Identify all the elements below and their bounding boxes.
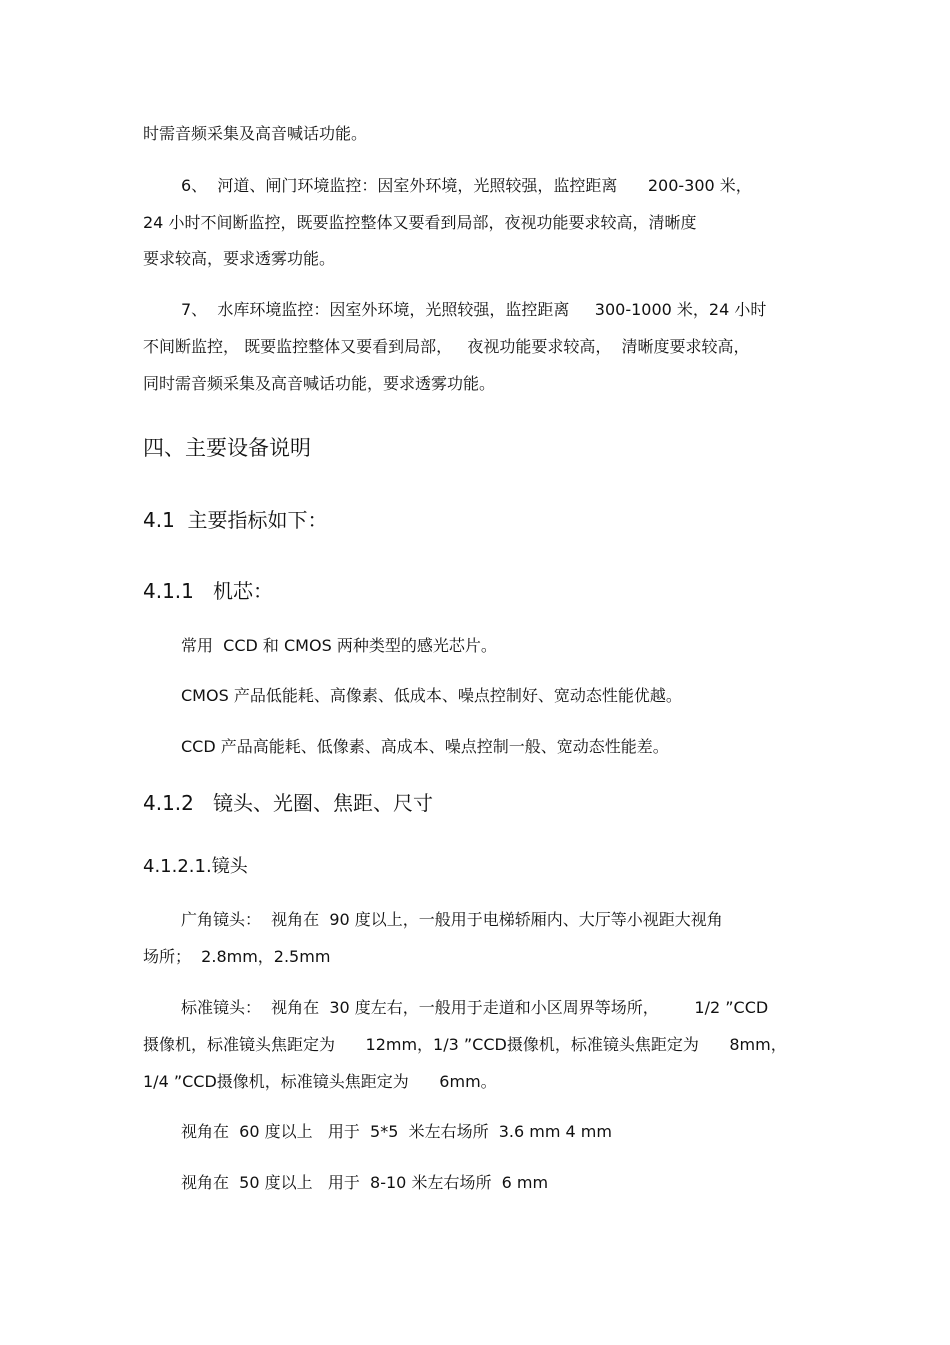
paragraph-line: 场所； 2.8mm，2.5mm [143, 947, 331, 966]
paragraph-line: CCD 产品高能耗、低像素、高成本、噪点控制一般、宽动态性能差。 [181, 737, 669, 756]
paragraph-line: 不间断监控， 既要监控整体又要看到局部， 夜视功能要求较高， 清晰度要求较高， [143, 337, 750, 356]
paragraph-line: 常用 CCD 和 CMOS 两种类型的感光芯片。 [181, 636, 497, 655]
paragraph-line: 要求较高，要求透雾功能。 [143, 249, 336, 268]
paragraph-line: CMOS 产品低能耗、高像素、低成本、噪点控制好、宽动态性能优越。 [181, 686, 682, 705]
paragraph-line: 1/4 ”CCD摄像机，标准镜头焦距定为 6mm。 [143, 1072, 497, 1091]
subsection-heading: 4.1.2.1.镜头 [143, 856, 248, 877]
paragraph-line: 视角在 50 度以上 用于 8-10 米左右场所 6 mm [181, 1173, 549, 1192]
section-heading: 四、主要设备说明 [143, 436, 311, 460]
paragraph-line: 6、 河道、闸门环境监控：因室外环境，光照较强，监控距离 200-300 米， [181, 176, 752, 195]
subsection-heading: 4.1 主要指标如下： [143, 508, 328, 532]
subsection-heading: 4.1.2 镜头、光圈、焦距、尺寸 [143, 791, 433, 815]
paragraph-line: 视角在 60 度以上 用于 5*5 米左右场所 3.6 mm 4 mm [181, 1122, 612, 1141]
paragraph-line: 时需音频采集及高音喊话功能。 [143, 124, 368, 143]
paragraph-line: 7、 水库环境监控：因室外环境，光照较强，监控距离 300-1000 米，24 小时 [181, 300, 767, 319]
paragraph-line: 广角镜头： 视角在 90 度以上，一般用于电梯轿厢内、大厅等小视距大视角 [181, 910, 723, 929]
paragraph-line: 同时需音频采集及高音喊话功能，要求透雾功能。 [143, 374, 496, 393]
paragraph-line: 24 小时不间断监控，既要监控整体又要看到局部，夜视功能要求较高，清晰度 [143, 213, 697, 232]
subsection-heading: 4.1.1 机芯： [143, 579, 273, 603]
paragraph-line: 摄像机，标准镜头焦距定为 12mm，1/3 ”CCD摄像机，标准镜头焦距定为 8mm， [143, 1035, 787, 1054]
paragraph-line: 标准镜头： 视角在 30 度左右，一般用于走道和小区周界等场所， 1/2 ”CCD [181, 998, 769, 1017]
